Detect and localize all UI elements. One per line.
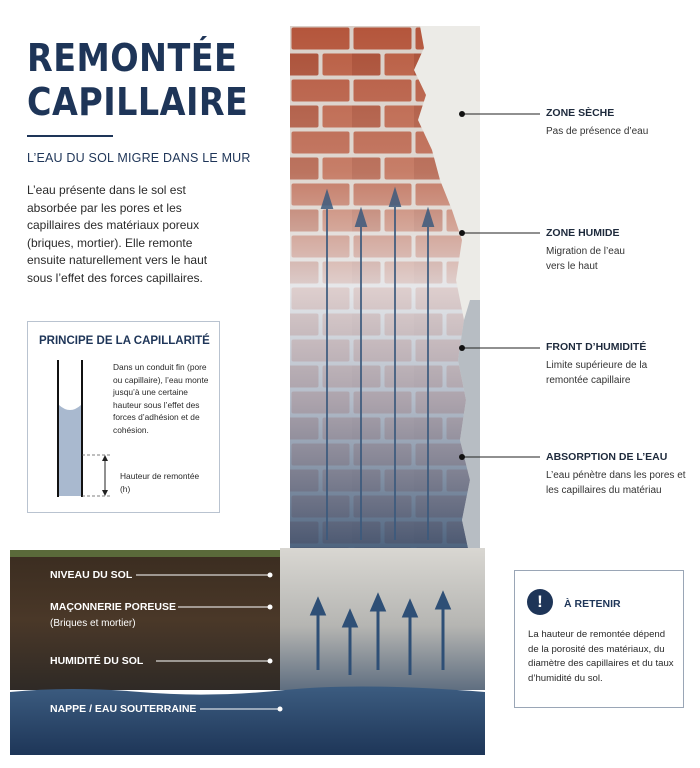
ground-level-label: NIVEAU DU SOL [50,569,133,581]
zone-absorption-title: ABSORPTION DE L’EAU [546,451,668,463]
principle-title: PRINCIPE DE LA CAPILLARITÉ [39,335,210,347]
zone-humid-title: ZONE HUMIDE [546,227,620,239]
subtitle: L’EAU DU SOL MIGRE DANS LE MUR [27,151,251,165]
zone-absorption-text: L’eau pénètre dans les pores et les capillaires du matériau [546,470,686,496]
soil-humidity-label: HUMIDITÉ DU SOL [50,655,144,667]
intro-paragraph: L’eau présente dans le sol est absorbée par les pores et les capillaires des matériaux poreux (briques, mortier). Elle remonte ensuite naturellement vers le haut sous l’effet des forces capillaires. [27,183,208,285]
title-line-2: CAPILLAIRE [27,80,249,124]
zone-dry-text: Pas de présence d’eau [546,126,649,137]
key-takeaway-title: À RETENIR [564,598,621,610]
porous-masonry-label: MAÇONNERIE POREUSE [50,601,177,613]
zone-front-title: FRONT D’HUMIDITÉ [546,341,647,353]
exclamation-icon: ! [527,589,553,615]
water-table [10,686,485,755]
title-line-1: REMONTÉE [27,36,238,80]
grass-line [10,550,285,557]
zone-front-text: Limite supérieure de la remontée capillaire [546,360,648,386]
water-table-label: NAPPE / EAU SOUTERRAINE [50,703,197,715]
porous-masonry-sub: (Briques et mortier) [50,618,136,629]
key-takeaway-text: La hauteur de remontée dépend de la porosité des matériaux, du diamètre des capillaires et du taux d’humidité du sol. [528,629,674,684]
zone-dry-title: ZONE SÈCHE [546,107,615,119]
foundation [280,548,485,690]
height-label: Hauteur de remontée (h) [120,471,200,494]
principle-text: Dans un conduit fin (pore ou capillaire), l’eau monte jusqu’à une certaine hauteur sous l’effet des forces d’adhésion et de cohésion. [113,362,209,435]
zone-humid-text: Migration de l’eau vers le haut [546,246,625,272]
